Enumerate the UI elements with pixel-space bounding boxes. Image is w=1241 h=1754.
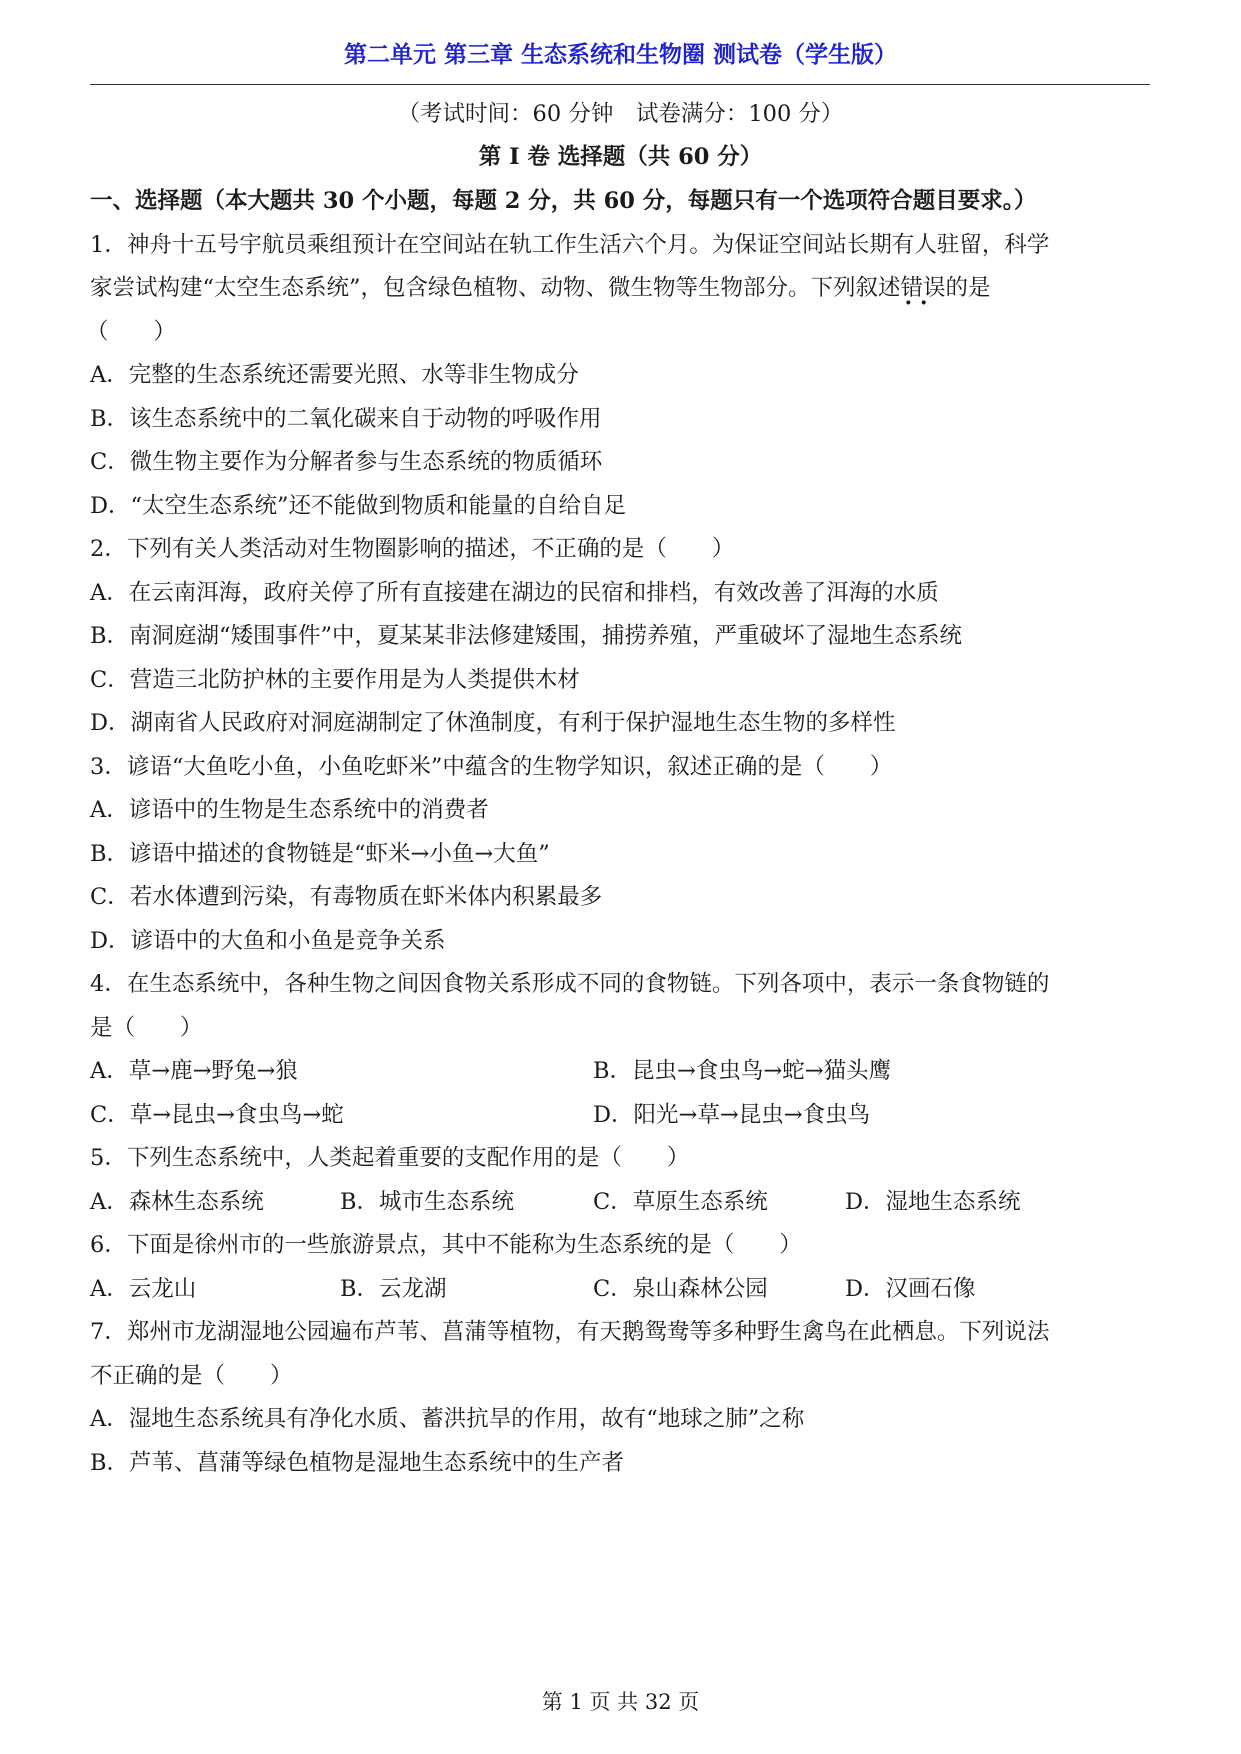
answer-blank: （ ） <box>86 319 177 345</box>
stem-suffix: 的是 <box>945 275 991 301</box>
question-3-option-a: A．谚语中的生物是生态系统中的消费者 <box>90 797 489 823</box>
question-2-option-b: B．南洞庭湖“矮围事件”中，夏某某非法修建矮围，捕捞养殖，严重破坏了湿地生态系统 <box>90 623 963 649</box>
question-3-option-b: B．谚语中描述的食物链是“虾米→小鱼→大鱼” <box>90 841 550 867</box>
question-7-option-b: B．芦苇、菖蒲等绿色植物是湿地生态系统中的生产者 <box>90 1450 625 1476</box>
question-4-option-d: D．阳光→草→昆虫→食虫鸟 <box>593 1102 871 1128</box>
question-6-option-b: B．云龙湖 <box>340 1276 447 1302</box>
question-3-stem: 3．谚语“大鱼吃小鱼，小鱼吃虾米”中蕴含的生物学知识，叙述正确的是（ ） <box>90 754 893 780</box>
paper-title: 第二单元 第三章 生态系统和生物圈 测试卷（学生版） <box>343 42 898 68</box>
question-1-option-a: A．完整的生态系统还需要光照、水等非生物成分 <box>90 362 579 388</box>
question-4-option-a: A．草→鹿→野兔→狼 <box>90 1058 298 1084</box>
question-7-stem-line-1: 7．郑州市龙湖湿地公园遍布芦苇、菖蒲等植物，有天鹅鸳鸯等多种野生禽鸟在此栖息。下列说法 <box>90 1319 1050 1345</box>
question-1-stem-line-1: 1．神舟十五号宇航员乘组预计在空间站在轨工作生活六个月。为保证空间站长期有人驻留，科学 <box>90 232 1050 258</box>
question-5-option-c: C．草原生态系统 <box>593 1189 768 1215</box>
question-5-option-a: A．森林生态系统 <box>90 1189 264 1215</box>
question-2-stem: 2．下列有关人类活动对生物圈影响的描述，不正确的是（ ） <box>90 536 735 562</box>
question-1-stem-line-2 <box>90 275 991 302</box>
question-2-option-a: A．在云南洱海，政府关停了所有直接建在湖边的民宿和排档，有效改善了洱海的水质 <box>90 580 939 606</box>
question-1-option-b: B．该生态系统中的二氧化碳来自于动物的呼吸作用 <box>90 406 602 432</box>
page-number: 第 1 页 共 32 页 <box>541 1690 700 1714</box>
emphasized-word: 错误 · · <box>901 275 946 302</box>
question-5-option-d: D．湿地生态系统 <box>845 1189 1021 1215</box>
exam-info: （考试时间：60 分钟 试卷满分：100 分） <box>397 101 844 127</box>
question-6-option-c: C．泉山森林公园 <box>593 1276 768 1302</box>
question-4-option-c: C．草→昆虫→食虫鸟→蛇 <box>90 1102 344 1128</box>
question-6-option-a: A．云龙山 <box>90 1276 197 1302</box>
question-4-stem-line-1: 4．在生态系统中，各种生物之间因食物关系形成不同的食物链。下列各项中，表示一条食物链的 <box>90 971 1050 997</box>
header-divider <box>90 84 1150 85</box>
question-3-option-d: D．谚语中的大鱼和小鱼是竞争关系 <box>90 928 446 954</box>
question-4-option-b: B．昆虫→食虫鸟→蛇→猫头鹰 <box>593 1058 892 1084</box>
question-4-stem-line-2: 是（ ） <box>90 1015 203 1041</box>
question-5-stem: 5．下列生态系统中，人类起着重要的支配作用的是（ ） <box>90 1145 690 1171</box>
question-5-option-b: B．城市生态系统 <box>340 1189 515 1215</box>
section-title: 一、选择题（本大题共 30 个小题，每题 2 分，共 60 分，每题只有一个选项符合题目要求。） <box>90 188 1037 214</box>
question-6-option-d: D．汉画石像 <box>845 1276 976 1302</box>
question-2-option-d: D．湖南省人民政府对洞庭湖制定了休渔制度，有利于保护湿地生态生物的多样性 <box>90 710 896 736</box>
question-6-stem: 6．下面是徐州市的一些旅游景点，其中不能称为生态系统的是（ ） <box>90 1232 802 1258</box>
question-3-option-c: C．若水体遭到污染，有毒物质在虾米体内积累最多 <box>90 884 603 910</box>
volume-title: 第 I 卷 选择题（共 60 分） <box>478 144 763 170</box>
question-1-option-d: D．“太空生态系统”还不能做到物质和能量的自给自足 <box>90 493 627 519</box>
question-2-option-c: C．营造三北防护林的主要作用是为人类提供木材 <box>90 667 580 693</box>
question-7-option-a: A．湿地生态系统具有净化水质、蓄洪抗旱的作用，故有“地球之肺”之称 <box>90 1406 805 1432</box>
stem-text: 家尝试构建“太空生态系统”，包含绿色植物、动物、微生物等生物部分。下列叙述 <box>90 275 901 301</box>
question-1-option-c: C．微生物主要作为分解者参与生态系统的物质循环 <box>90 449 603 475</box>
question-7-stem-line-2: 不正确的是（ ） <box>90 1363 293 1389</box>
